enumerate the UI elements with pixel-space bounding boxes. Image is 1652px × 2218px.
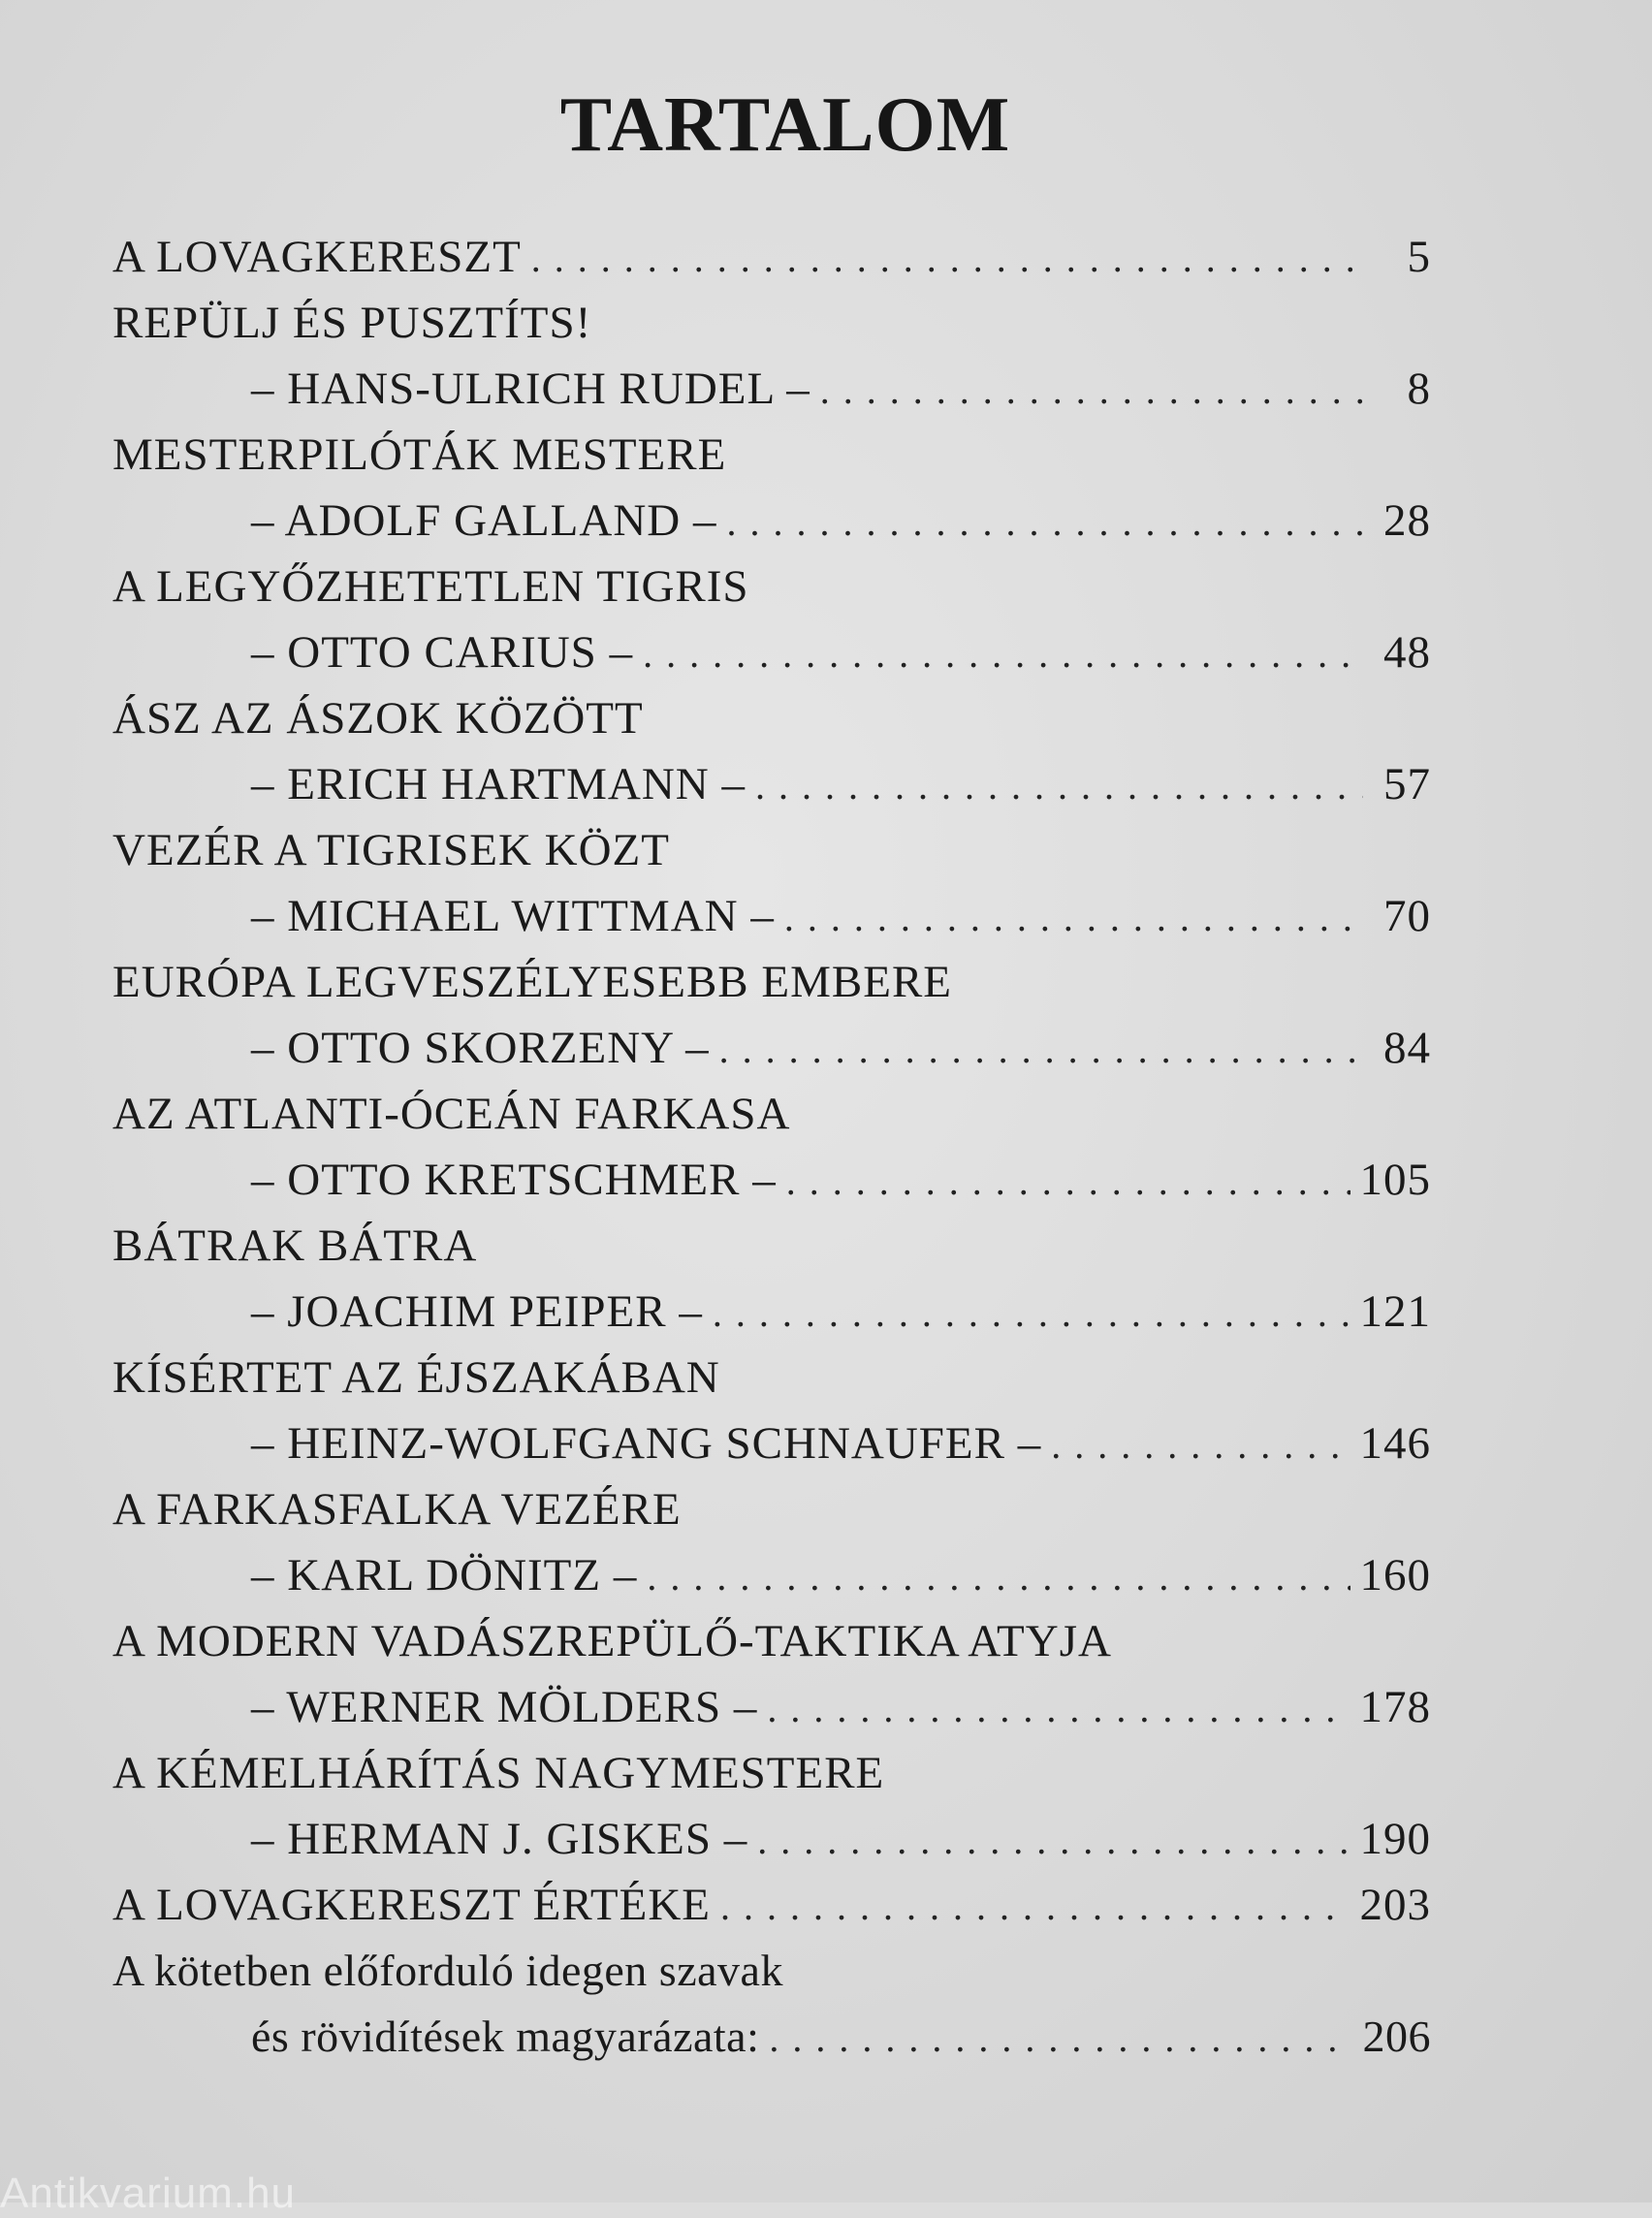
toc-page-number: 8: [1407, 364, 1431, 414]
toc-entry: [112, 428, 1431, 560]
dot-leader: [713, 1285, 1350, 1331]
toc-heading: VEZÉR A TIGRISEK KÖZT: [112, 825, 670, 875]
toc-subtitle: – ERICH HARTMANN –: [251, 759, 746, 809]
toc-entry: [112, 1088, 1431, 1220]
toc-subtitle: – OTTO SKORZENY –: [251, 1023, 710, 1073]
dot-leader: [755, 758, 1363, 804]
toc-heading: REPÜLJ ÉS PUSZTÍTS!: [112, 298, 592, 348]
toc-entry: [112, 692, 1431, 824]
toc-subtitle: – ADOLF GALLAND –: [251, 495, 717, 546]
toc-heading: A FARKASFALKA VEZÉRE: [112, 1484, 682, 1535]
toc-entry: [112, 1220, 1431, 1351]
toc-subtitle: – WERNER MÖLDERS –: [251, 1682, 758, 1732]
dot-leader: [769, 2011, 1352, 2055]
toc-subtitle: – HANS-ULRICH RUDEL –: [251, 364, 810, 414]
toc-entry: [112, 1747, 1431, 1879]
toc-heading: A LOVAGKERESZT: [112, 232, 522, 282]
toc-page-number: 206: [1362, 2012, 1431, 2061]
toc-entry: [112, 1879, 1431, 1945]
toc-page-number: 121: [1359, 1286, 1431, 1337]
dot-leader: [647, 1549, 1350, 1595]
table-of-contents: [112, 231, 1431, 2076]
toc-page-number: 105: [1359, 1155, 1431, 1205]
toc-heading: AZ ATLANTI-ÓCEÁN FARKASA: [112, 1089, 791, 1139]
dot-leader: [1051, 1417, 1350, 1463]
toc-heading: A kötetben előforduló idegen szavak: [112, 1946, 783, 1995]
dot-leader: [719, 1022, 1363, 1067]
toc-heading: EURÓPA LEGVESZÉLYESEBB EMBERE: [112, 957, 953, 1007]
toc-subtitle: – MICHAEL WITTMAN –: [251, 891, 775, 941]
toc-subtitle: és rövidítések magyarázata:: [251, 2012, 760, 2061]
toc-entry: [112, 956, 1431, 1088]
toc-entry: [112, 1615, 1431, 1747]
toc-heading: ÁSZ AZ ÁSZOK KÖZÖTT: [112, 693, 644, 744]
toc-page-number: 48: [1383, 627, 1431, 678]
dot-leader: [820, 363, 1363, 408]
toc-subtitle: – HEINZ-WOLFGANG SCHNAUFER –: [251, 1418, 1042, 1469]
toc-heading: A LOVAGKERESZT ÉRTÉKE: [112, 1880, 711, 1930]
dot-leader: [726, 494, 1363, 540]
toc-page-number: 5: [1407, 232, 1431, 282]
toc-entry: [112, 824, 1431, 956]
toc-page-number: 160: [1359, 1550, 1431, 1600]
toc-subtitle: – OTTO KRETSCHMER –: [251, 1155, 777, 1205]
dot-leader: [786, 1154, 1350, 1199]
toc-entry: [112, 1351, 1431, 1483]
dot-leader: [767, 1681, 1350, 1727]
toc-page-number: 146: [1359, 1418, 1431, 1469]
watermark: Antikvarium.hu: [0, 2170, 297, 2217]
toc-entry: [112, 560, 1431, 692]
toc-heading: A KÉMELHÁRÍTÁS NAGYMESTERE: [112, 1748, 885, 1798]
toc-heading: A LEGYŐZHETETLEN TIGRIS: [112, 561, 749, 612]
toc-page-number: 84: [1383, 1023, 1431, 1073]
toc-subtitle: – HERMAN J. GISKES –: [251, 1814, 748, 1864]
toc-subtitle: – KARL DÖNITZ –: [251, 1550, 638, 1600]
toc-entry: [112, 231, 1431, 297]
toc-page-number: 57: [1383, 759, 1431, 809]
toc-page-number: 28: [1383, 495, 1431, 546]
toc-heading: BÁTRAK BÁTRA: [112, 1220, 478, 1271]
toc-page-number: 203: [1359, 1880, 1431, 1930]
dot-leader: [643, 626, 1363, 672]
toc-page-number: 178: [1359, 1682, 1431, 1732]
toc-entry: [112, 1945, 1431, 2076]
toc-page-number: 70: [1383, 891, 1431, 941]
dot-leader: [757, 1813, 1350, 1858]
toc-entry: [112, 297, 1431, 428]
toc-subtitle: – JOACHIM PEIPER –: [251, 1286, 703, 1337]
toc-heading: KÍSÉRTET AZ ÉJSZAKÁBAN: [112, 1352, 720, 1403]
dot-leader: [531, 231, 1363, 276]
toc-heading: MESTERPILÓTÁK MESTERE: [112, 429, 727, 480]
toc-entry: [112, 1483, 1431, 1615]
page-title: TARTALOM: [559, 82, 1011, 168]
toc-subtitle: – OTTO CARIUS –: [251, 627, 634, 678]
dot-leader: [720, 1879, 1350, 1924]
toc-heading: A MODERN VADÁSZREPÜLŐ-TAKTIKA ATYJA: [112, 1616, 1112, 1666]
toc-page-number: 190: [1359, 1814, 1431, 1864]
dot-leader: [784, 890, 1363, 935]
